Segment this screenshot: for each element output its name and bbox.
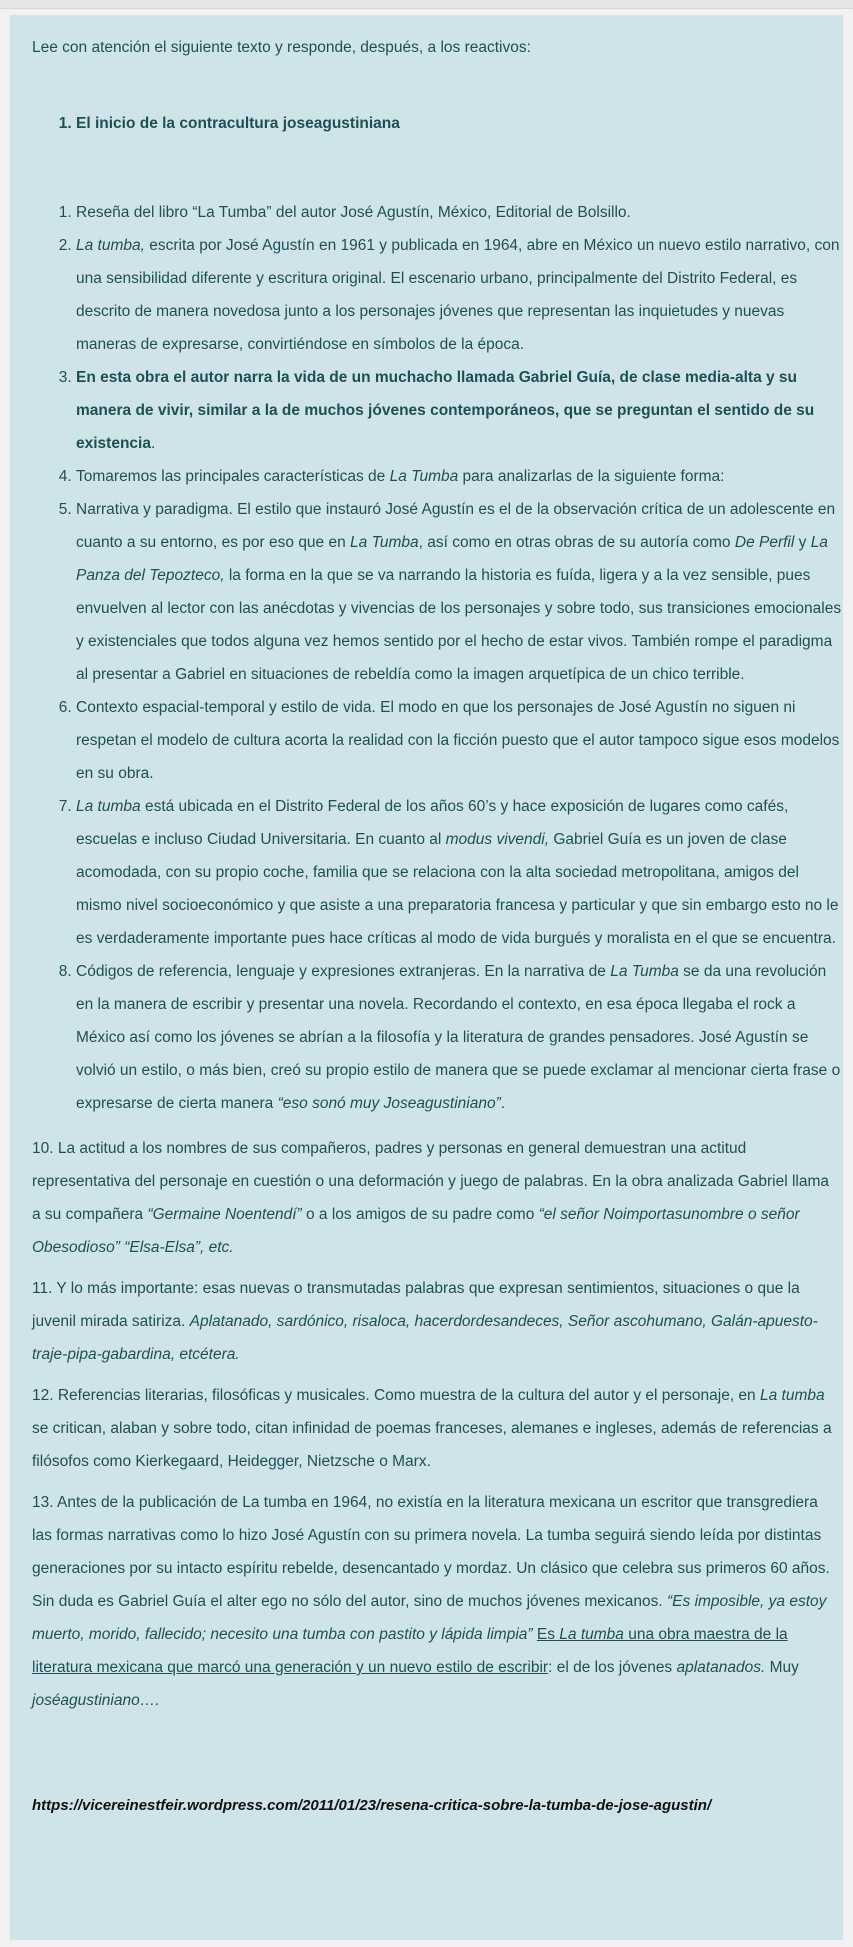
list-item: 8. Códigos de referencia, lenguaje y expresiones extranjeras. En la narrativa de La Tumba se da una revolución en la manera de escribir y presentar una novela. Recordando el contexto, en esa época llegaba el rock a México así como los jóvenes se abrían a la filosofía y la literatura de grandes pensadores. José Agustín se volvió un estilo, o más bien, creó su propio estilo de manera que se puede exclamar al mencionar cierta frase o expresarse de cierta manera “eso sonó muy Joseagustiniano”. bbox=[76, 955, 843, 1120]
review-list bbox=[32, 196, 843, 1120]
paragraph-10: 10. La actitud a los nombres de sus compañeros, padres y personas en general demuestran una actitud representativa del personaje en cuestión o una deformación y juego de palabras. En la obra analizada Gabriel llama a su compañera “Germaine Noentendí” o a los amigos de su padre como “el señor Noimportasunombre o señor Obesodioso” “Elsa-Elsa”, etc. bbox=[32, 1140, 830, 1256]
source-link[interactable]: https://vicereinestfeir.wordpress.com/2011/01/23/resena-critica-sobre-la-tumba-de-jose-agustin/ bbox=[32, 1797, 712, 1814]
section-title-list bbox=[32, 107, 843, 140]
intro-text: Lee con atención el siguiente texto y responde, después, a los reactivos: bbox=[32, 39, 531, 56]
list-item: 6. Contexto espacial-temporal y estilo de vida. El modo en que los personajes de José Agustín no siguen ni respetan el modelo de cultura acorta la realidad con la ficción puesto que el autor tampoco sigue esos modelos en su obra. bbox=[76, 691, 843, 790]
paragraph-13: 13. Antes de la publicación de La tumba en 1964, no existía en la literatura mexicana un escritor que transgrediera las formas narrativas como lo hizo José Agustín con su primera novela. La tumba seguirá siendo leída por distintas generaciones por su intacto espíritu rebelde, desencantado y mordaz. Un clásico que celebra sus primeros 60 años. Sin duda es Gabriel Guía el alter ego no sólo del autor, sino de muchos jóvenes mexicanos. “Es imposible, ya estoy muerto, morido, fallecido; necesito una tumba con pastito y lápida limpia” Es La tumba una obra maestra de la literatura mexicana que marcó una generación y un nuevo estilo de escribir: el de los jóvenes aplatanados. Muy joséagustiniano…. bbox=[32, 1494, 830, 1709]
list-item: 2. La tumba, escrita por José Agustín en 1961 y publicada en 1964, abre en México un nuevo estilo narrativo, con una sensibilidad diferente y escritura original. El escenario urbano, principalmente del Distrito Federal, es descrito de manera novedosa junto a los personajes jóvenes que representan las inquietudes y nuevas maneras de expresarse, convirtiéndose en símbolos de la época. bbox=[76, 229, 843, 361]
paragraph-12: 12. Referencias literarias, filosóficas y musicales. Como muestra de la cultura del autor y el personaje, en La tumba se critican, alaban y sobre todo, citan infinidad de poemas franceses, alemanes e ingleses, además de referencias a filósofos como Kierkegaard, Heidegger, Nietzsche o Marx. bbox=[32, 1387, 832, 1470]
content-panel bbox=[10, 15, 843, 1940]
section-title: 1. El inicio de la contracultura joseagustiniana bbox=[76, 107, 843, 140]
list-item: 5. Narrativa y paradigma. El estilo que instauró José Agustín es el de la observación crítica de un adolescente en cuanto a su entorno, es por eso que en La Tumba, así como en otras obras de su autoría como De Perfil y La Panza del Tepozteco, la forma en la que se va narrando la historia es fuída, ligera y a la vez sensible, pues envuelven al lector con las anécdotas y vivencias de los personajes y sobre todo, sus transiciones emocionales y existenciales que todos alguna vez hemos sentido por el hecho de estar vivos. También rompe el paradigma al presentar a Gabriel en situaciones de rebeldía como la imagen arquetípica de un chico terrible. bbox=[76, 493, 843, 691]
top-bar bbox=[0, 0, 853, 9]
list-item: 1. Reseña del libro “La Tumba” del autor José Agustín, México, Editorial de Bolsillo. bbox=[76, 196, 843, 229]
list-item: 3. En esta obra el autor narra la vida de un muchacho llamada Gabriel Guía, de clase media-alta y su manera de vivir, similar a la de muchos jóvenes contemporáneos, que se preguntan el sentido de su existencia. bbox=[76, 361, 843, 460]
paragraph-11: 11. Y lo más importante: esas nuevas o transmutadas palabras que expresan sentimientos, situaciones o que la juvenil mirada satiriza. Aplatanado, sardónico, risaloca, hacerdordesandeces, Señor ascohumano, Galán-apuesto-traje-pipa-gabardina, etcétera. bbox=[32, 1280, 818, 1363]
list-item: 4. Tomaremos las principales características de La Tumba para analizarlas de la siguiente forma: bbox=[76, 460, 843, 493]
list-item: 7. La tumba está ubicada en el Distrito Federal de los años 60’s y hace exposición de lugares como cafés, escuelas e incluso Ciudad Universitaria. En cuanto al modus vivendi, Gabriel Guía es un joven de clase acomodada, con su propio coche, familia que se relaciona con la alta sociedad metropolitana, amigos del mismo nivel socioeconómico y que asiste a una preparatoria francesa y particular y que sin embargo esto no le es verdaderamente importante pues hace críticas al modo de vida burgués y moralista en el que se encuentra. bbox=[76, 790, 843, 955]
